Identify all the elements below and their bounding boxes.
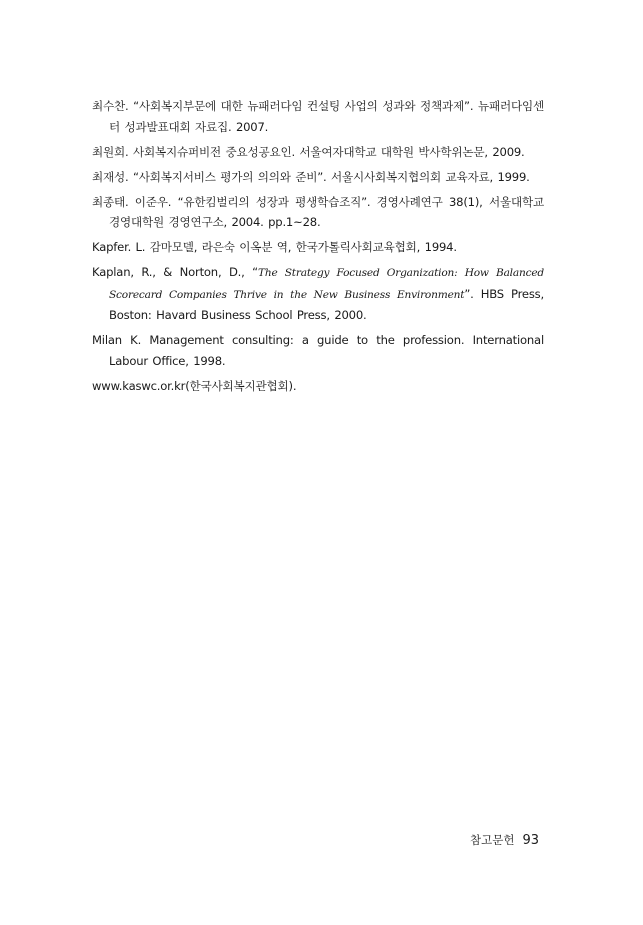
reference-entry: www.kaswc.or.kr(한국사회복지관협회). — [92, 378, 297, 393]
page-number: 93 — [522, 833, 539, 848]
reference-entry: 최종태. 이준우. “유한킴벌리의 성장과 평생학습조직”. 경영사례연구 38(1), 서울대학교 경영대학원 경영연구소, 2004. pp.1~28. — [92, 194, 544, 229]
reference-entry: 최수찬. “사회복지부문에 대한 뉴패러다임 컨설팅 사업의 성과와 정책과제”. 뉴패러다임센터 성과발표대회 자료집. 2007. — [92, 99, 544, 134]
reference-entry: 최재성. “사회복지서비스 평가의 의의와 준비”. 서울시사회복지협의회 교육자료, 1999. — [92, 169, 530, 184]
reference-entry: Milan K. Management consulting: a guide to the profession. International Labour Office, 1998. — [92, 333, 544, 368]
reference-title-italic: The Strategy Focused Organization: How Balanced Scorecard Companies Thrive in the New Business Environment — [109, 267, 544, 301]
reference-entry: Kapfer. L. 감마모델, 라은숙 이옥분 역, 한국가톨릭사회교육협회, 1994. — [92, 240, 457, 254]
footer-section-title: 참고문헌 — [470, 833, 515, 847]
reference-list — [92, 96, 544, 401]
reference-entry: 최원희. 사회복지슈퍼비전 중요성공요인. 서울여자대학교 대학원 박사학위논문, 2009. — [92, 144, 525, 159]
reference-suffix: ”. HBS Press, Boston: Havard Business School Press, 2000. — [109, 286, 544, 322]
reference-entry — [92, 262, 544, 326]
reference-prefix: Kaplan, R., & Norton, D., “ — [92, 265, 258, 279]
page-footer — [470, 832, 539, 848]
